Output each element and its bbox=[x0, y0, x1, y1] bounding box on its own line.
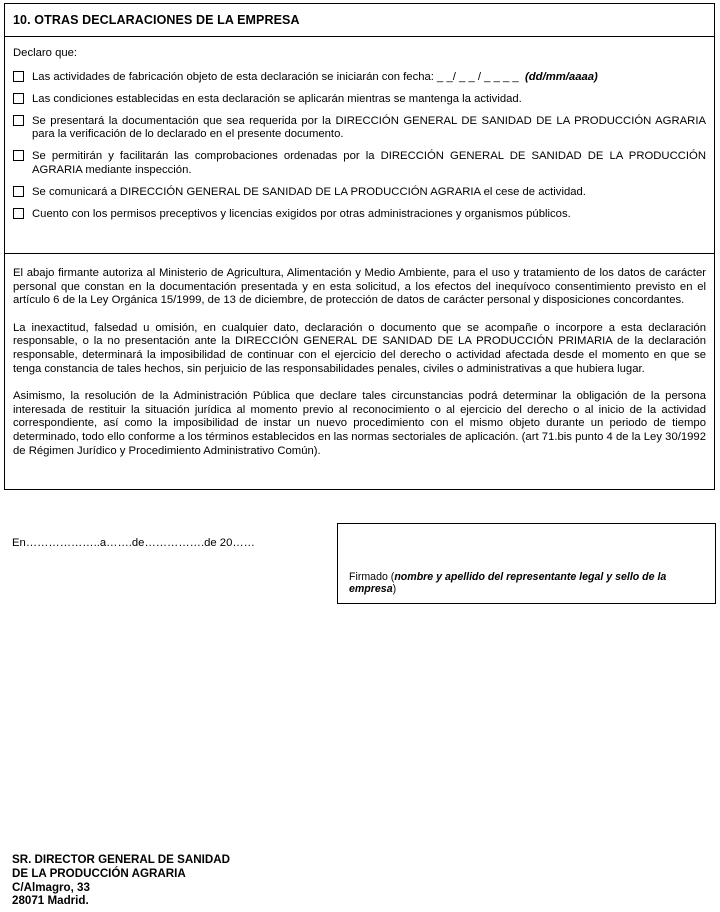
signature-box[interactable] bbox=[337, 523, 716, 604]
declaration-item-conditions bbox=[13, 93, 706, 107]
declaration-item-text bbox=[32, 71, 706, 85]
declarations-block bbox=[5, 37, 714, 254]
declarations-form bbox=[4, 3, 715, 490]
declaration-item-inspection bbox=[13, 150, 706, 177]
inaccuracy-paragraph: La inexactitud, falsedad u omisión, en cualquier dato, declaración o documento que se acompañe o incorpore a esta declaración responsable, o la no presentación ante la DIRECCIÓN GENERAL DE SANIDAD DE LA PRODUCCIÓN PRIMARIA de la declaración responsable, determinará la imposibilidad de continuar con el ejercicio del derecho o actividad afectada desde el momento en que se tenga constancia de tales hechos, sin perjuicio de las responsabilidades penales, civiles o administrativas a que hubiera lugar. bbox=[13, 321, 706, 375]
declaration-intro: Declaro que: bbox=[13, 47, 78, 59]
declaration-item-text: Cuento con los permisos preceptivos y licencias exigidos por otras administraciones y organismos públicos. bbox=[32, 207, 571, 220]
section-number: 10. bbox=[13, 13, 31, 27]
date-format-note: (dd/mm/aaaa) bbox=[525, 70, 598, 83]
start-date-text: Las actividades de fabricación objeto de esta declaración se iniciarán con fecha: _ _/ _ _ / _ _ _ _ bbox=[32, 70, 519, 83]
declaration-item-cessation bbox=[13, 186, 706, 200]
signature-label bbox=[349, 571, 715, 595]
address-line-4: 28071 Madrid. bbox=[12, 894, 89, 908]
signed-suffix: ) bbox=[392, 583, 397, 595]
declaration-item-text: Se comunicará a DIRECCIÓN GENERAL DE SANIDAD DE LA PRODUCCIÓN AGRARIA el cese de actividad. bbox=[32, 185, 586, 198]
restitution-paragraph: Asimismo, la resolución de la Administración Pública que declare tales circunstancias podrá determinar la obligación de la persona interesada de restituir la situación jurídica al momento previo al reconocimiento o al ejercicio del derecho o al inicio de la actividad correspondiente, así como la imposibilidad de instar un nuevo procedimiento con el mismo objeto durante un periodo de tiempo determinado, todo ello conforme a los términos establecidos en las normas sectoriales de aplicación. (art 71.bis punto 4 de la Ley 30/1992 de Régimen Jurídico y Procedimiento Administrativo Común). bbox=[13, 390, 706, 457]
declaration-item-text: Se presentará la documentación que sea requerida por la DIRECCIÓN GENERAL DE SANIDAD DE LA PRODUCCIÓN AGRARIA para la verificación de lo declarado en el presente documento. bbox=[32, 114, 706, 140]
declaration-item-documentation bbox=[13, 115, 706, 142]
declaration-item-permits bbox=[13, 208, 706, 222]
address-line-2: DE LA PRODUCCIÓN AGRARIA bbox=[12, 866, 186, 880]
address-line-3: C/Almagro, 33 bbox=[12, 880, 90, 894]
place-date-line: En………………..a…….de…………….de 20…… bbox=[12, 537, 255, 549]
declaration-item-text: Se permitirán y facilitarán las comprobaciones ordenadas por la DIRECCIÓN GENERAL DE SANIDAD DE LA PRODUCCIÓN AGRARIA mediante inspección. bbox=[32, 150, 706, 176]
inspection-checkbox[interactable] bbox=[13, 150, 24, 161]
data-protection-paragraph: El abajo firmante autoriza al Ministerio de Agricultura, Alimentación y Medio Ambiente, para el uso y tratamiento de los datos de carácter personal que constan en la documentación presentada y en esta solicitud, a los efectos del inequívoco consentimiento previsto en el artículo 6 de la Ley Orgánica 15/1999, de 13 de diciembre, de protección de datos de carácter personal y disposiciones concordantes. bbox=[13, 267, 706, 307]
signed-note: nombre y apellido del representante legal y sello de la empresa bbox=[349, 571, 667, 595]
legal-notice bbox=[5, 254, 714, 458]
section-title bbox=[5, 4, 714, 37]
start-date-checkbox[interactable] bbox=[13, 71, 24, 82]
permits-checkbox[interactable] bbox=[13, 208, 24, 219]
section-title-text: OTRAS DECLARACIONES DE LA EMPRESA bbox=[34, 13, 300, 27]
declaration-item-text: Las condiciones establecidas en esta declaración se aplicarán mientras se mantenga la actividad. bbox=[32, 92, 522, 105]
signed-prefix: Firmado ( bbox=[349, 571, 395, 583]
recipient-address bbox=[12, 853, 230, 908]
documentation-checkbox[interactable] bbox=[13, 115, 24, 126]
address-line-1: SR. DIRECTOR GENERAL DE SANIDAD bbox=[12, 853, 230, 866]
declaration-item-start-date bbox=[13, 71, 706, 85]
conditions-checkbox[interactable] bbox=[13, 93, 24, 104]
cessation-checkbox[interactable] bbox=[13, 186, 24, 197]
